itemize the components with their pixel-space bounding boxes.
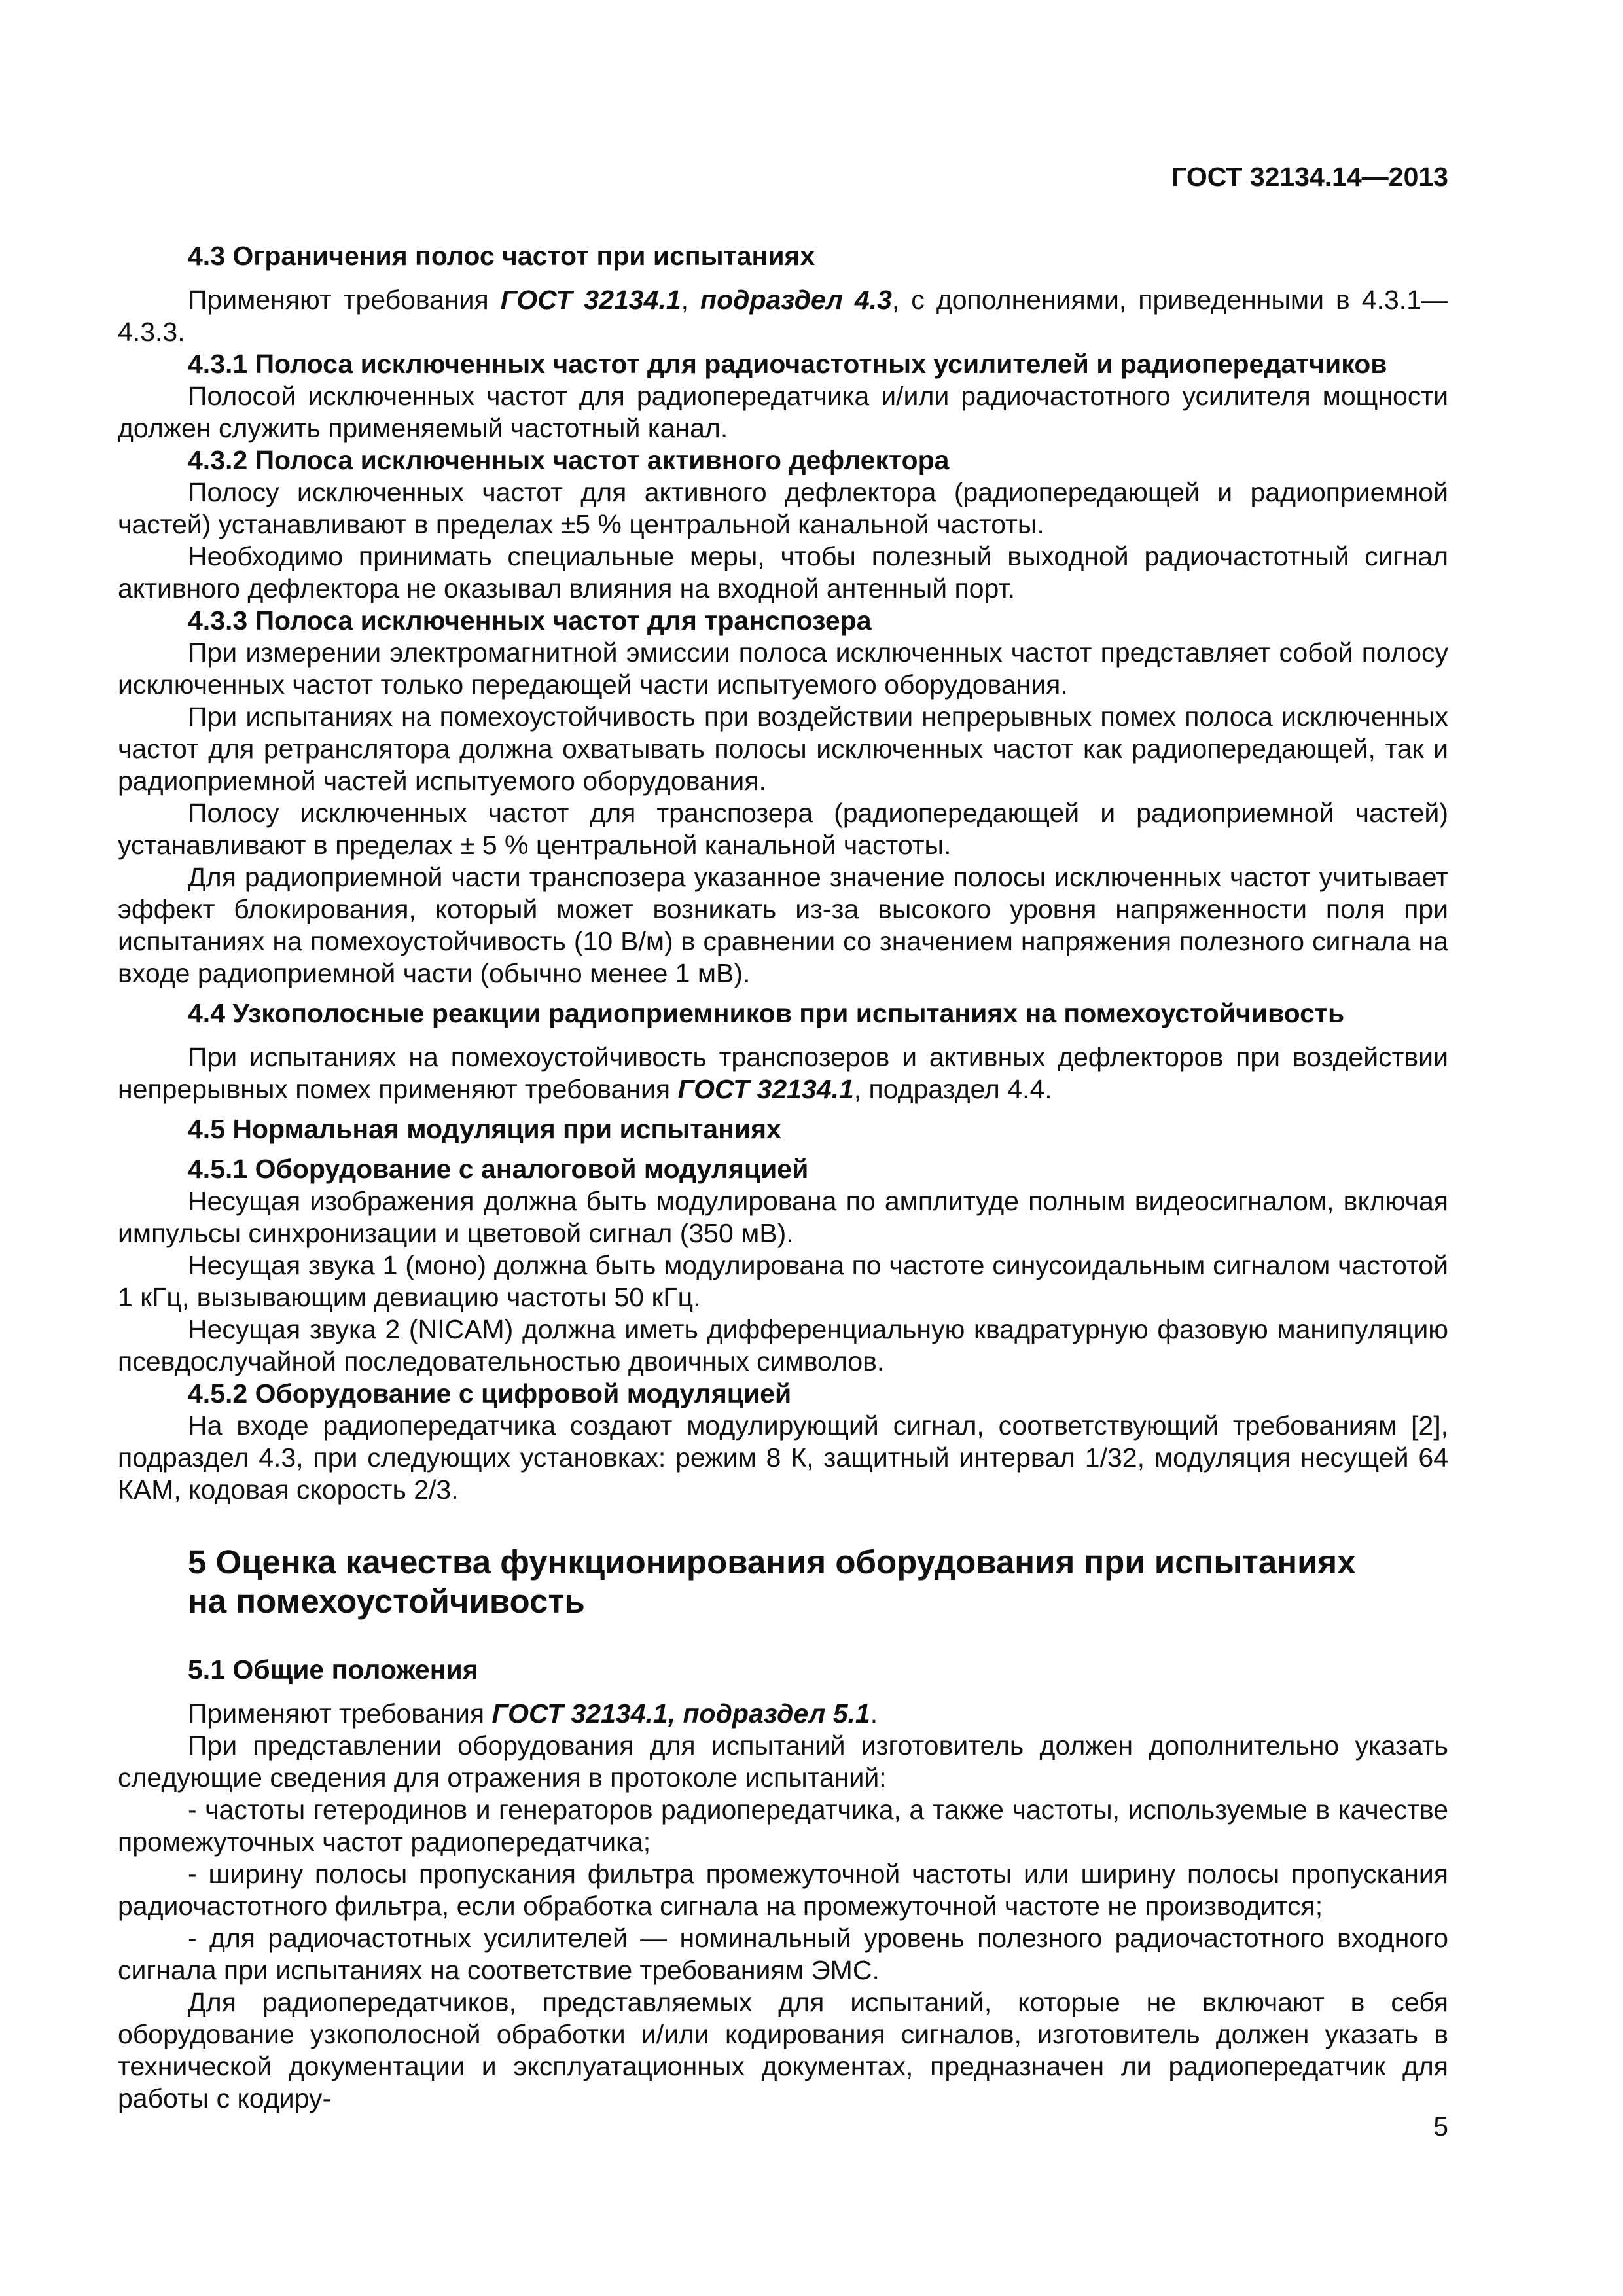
list-item: - частоты гетеродинов и генераторов радиопередатчика, а также частоты, используемые в качестве промежуточных частот радиопередатчика; — [118, 1795, 1448, 1857]
document-page — [118, 0, 1448, 2296]
paragraph: Несущая звука 1 (моно) должна быть модулирована по частоте синусоидальным сигналом частотой 1 кГц, вызывающим девиацию частоты 50 кГц. — [118, 1250, 1448, 1312]
paragraph: Полосой исключенных частот для радиопередатчика и/или радиочастотного усилителя мощности должен служить применяемый частотный канал. — [118, 381, 1448, 443]
paragraph: Несущая изображения должна быть модулирована по амплитуде полным видеосигналом, включая импульсы синхронизации и цветовой сигнал (350 мВ). — [118, 1186, 1448, 1248]
paragraph: Полосу исключенных частот для активного дефлектора (радиопередающей и радиоприемной частей) устанавливают в пределах ±5 % центральной канальной частоты. — [118, 477, 1448, 539]
page-number: 5 — [1433, 2111, 1448, 2142]
heading-4-5-1: 4.5.1 Оборудование с аналоговой модуляцией — [188, 1154, 809, 1184]
paragraph: Полосу исключенных частот для транспозера (радиопередающей и радиоприемной частей) устанавливают в пределах ± 5 % центральной канальной частоты. — [118, 798, 1448, 860]
list-item: - для радиочастотных усилителей — номинальный уровень полезного радиочастотного входного сигнала при испытаниях на соответствие требованиям ЭМС. — [118, 1923, 1448, 1985]
heading-4-5: 4.5 Нормальная модуляция при испытаниях — [188, 1114, 781, 1144]
paragraph: На входе радиопередатчика создают модулирующий сигнал, соответствующий требованиям [2], подраздел 4.3, при следующих установках: режим 8 К, защитный интервал 1/32, модуляция несущей 64 КАМ, кодовая скорость 2/3. — [118, 1410, 1448, 1505]
heading-5: 5 Оценка качества функционирования оборудования при испытаниях на помехоустойчивость — [188, 1543, 1356, 1620]
paragraph: Применяют требования ГОСТ 32134.1, подраздел 4.3, с дополнениями, приведенными в 4.3.1—4.3.3. — [118, 285, 1448, 347]
reference-link: ГОСТ 32134.1, подраздел 5.1 — [491, 1698, 870, 1729]
heading-4-4: 4.4 Узкополосные реакции радиоприемников при испытаниях на помехоустойчивость — [188, 998, 1345, 1028]
paragraph: При испытаниях на помехоустойчивость при воздействии непрерывных помех полоса исключенных частот для ретранслятора должна охватывать полосы исключенных частот как радиопередающей, так и радиоприемной частей испытуемого оборудования. — [118, 702, 1448, 796]
list-item: - ширину полосы пропускания фильтра промежуточной частоты или ширину полосы пропускания радиочастотного фильтра, если обработка сигнала на промежуточной частоте не производится; — [118, 1859, 1448, 1921]
paragraph: Для радиопередатчиков, представляемых для испытаний, которые не включают в себя оборудование узкополосной обработки и/или кодирования сигналов, изготовитель должен указать в технической документации и эксплуатационных документах, предназначен ли радиопередатчик для работы с кодиру- — [118, 1987, 1448, 2113]
heading-5-1: 5.1 Общие положения — [188, 1655, 478, 1685]
paragraph: При испытаниях на помехоустойчивость транспозеров и активных дефлекторов при воздействии непрерывных помех применяют требования ГОСТ 32134.1, подраздел 4.4. — [118, 1042, 1448, 1104]
heading-4-5-2: 4.5.2 Оборудование с цифровой модуляцией — [188, 1378, 792, 1408]
heading-4-3-3: 4.3.3 Полоса исключенных частот для транспозера — [188, 605, 872, 636]
heading-4-3: 4.3 Ограничения полос частот при испытаниях — [188, 241, 815, 271]
heading-4-3-1: 4.3.1 Полоса исключенных частот для радиочастотных усилителей и радиопередатчиков — [188, 349, 1387, 379]
standard-number: ГОСТ 32134.14—2013 — [1171, 162, 1448, 192]
paragraph: Применяют требования ГОСТ 32134.1, подраздел 5.1. — [188, 1698, 878, 1729]
paragraph: При представлении оборудования для испытаний изготовитель должен дополнительно указать следующие сведения для отражения в протоколе испытаний: — [118, 1731, 1448, 1793]
paragraph: Необходимо принимать специальные меры, чтобы полезный выходной радиочастотный сигнал активного дефлектора не оказывал влияния на входной антенный порт. — [118, 541, 1448, 603]
paragraph: При измерении электромагнитной эмиссии полоса исключенных частот представляет собой полосу исключенных частот только передающей части испытуемого оборудования. — [118, 637, 1448, 700]
paragraph: Для радиоприемной части транспозера указанное значение полосы исключенных частот учитывает эффект блокирования, который может возникать из-за высокого уровня напряженности поля при испытаниях на помехоустойчивость (10 В/м) в сравнении со значением напряжения полезного сигнала на входе радиоприемной части (обычно менее 1 мВ). — [118, 862, 1448, 988]
reference-link: ГОСТ 32134.1 — [500, 285, 681, 315]
paragraph: Несущая звука 2 (NICAM) должна иметь дифференциальную квадратурную фазовую манипуляцию псевдослучайной последовательностью двоичных символов. — [118, 1314, 1448, 1376]
document-body — [118, 232, 1448, 2115]
heading-4-3-2: 4.3.2 Полоса исключенных частот активного дефлектора — [188, 445, 950, 475]
reference-link: ГОСТ 32134.1 — [677, 1074, 854, 1104]
reference-link: подраздел 4.3 — [700, 285, 892, 315]
